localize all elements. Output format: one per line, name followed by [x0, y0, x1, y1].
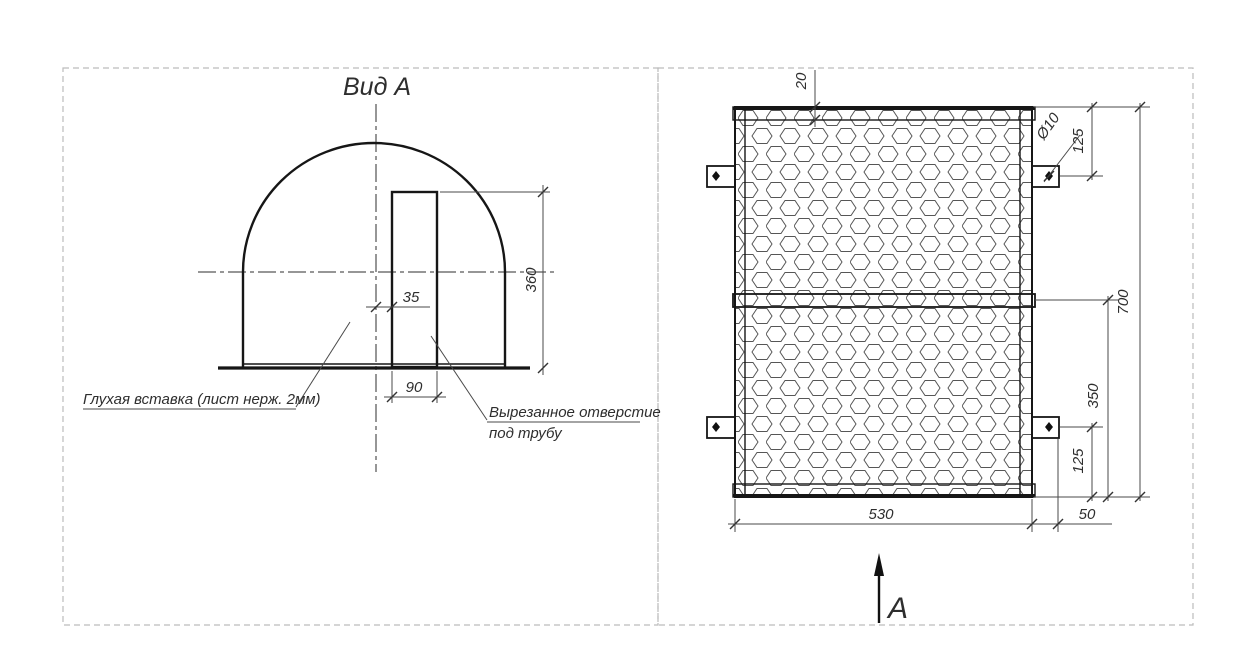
- dim-top-offset-125: [1070, 102, 1097, 181]
- dim-text-700: 700: [1115, 289, 1132, 315]
- perforated-sheet: [735, 107, 1032, 497]
- dim-text-360: 360: [523, 267, 540, 293]
- dome-outline: [243, 143, 505, 367]
- left-view: [83, 73, 661, 472]
- dim-text-530: 530: [868, 506, 894, 523]
- dim-hole-width-90: [384, 371, 446, 403]
- dim-text-20: 20: [793, 72, 810, 90]
- callout-cutout: [431, 336, 661, 442]
- left-sheet-border: [63, 68, 658, 625]
- dim-text-125-bottom: 125: [1070, 448, 1087, 474]
- tab-hole-bottom-right: [1045, 422, 1053, 432]
- dim-text-50: 50: [1078, 506, 1096, 523]
- tab-hole-bottom-left: [712, 422, 720, 432]
- cutout-label-line2: под трубу: [489, 425, 562, 442]
- view-direction-arrow: [874, 553, 908, 625]
- dim-text-90: 90: [405, 379, 423, 396]
- view-title: Вид А: [342, 73, 412, 101]
- arrow-head-icon: [874, 553, 884, 576]
- leader-line: [431, 336, 487, 420]
- dim-height-360: [440, 185, 550, 375]
- cutout-label-line1: Вырезанное отверстие: [489, 404, 661, 421]
- tab-top-left: [707, 166, 735, 187]
- dim-text-125-top: 125: [1070, 128, 1087, 154]
- callout-blind-insert: [83, 322, 350, 409]
- right-view: [707, 70, 1150, 625]
- pipe-hole-rect: [392, 192, 437, 367]
- dim-text-350: 350: [1085, 383, 1102, 409]
- dim-lower-350: [1085, 295, 1113, 502]
- view-arrow-label: А: [887, 592, 909, 625]
- tab-hole-top-left: [712, 171, 720, 181]
- dim-text-dia10: Ø10: [1033, 109, 1064, 143]
- tab-bottom-left: [707, 417, 735, 438]
- dim-text-35: 35: [402, 289, 420, 306]
- dim-total-700: [1115, 102, 1145, 502]
- blind-insert-label: Глухая вставка (лист нерж. 2мм): [83, 391, 321, 408]
- dim-bottom-offset-125: [1070, 422, 1097, 502]
